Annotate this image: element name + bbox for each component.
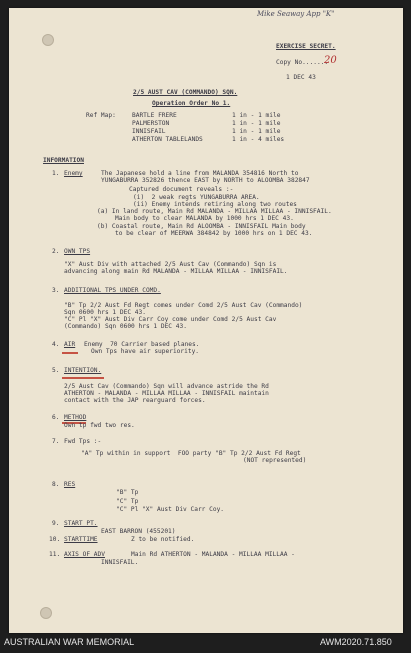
handwritten-annotation: Mike Seaway App "K" <box>257 10 335 18</box>
additional-tps-line: "C" Pl "X" Aust Div Carr Coy come under Comd 2/5 Aust Cav <box>64 316 277 323</box>
para-number: 11. <box>49 551 61 558</box>
air-heading: AIR <box>64 341 76 348</box>
additional-tps-heading: ADDITIONAL TPS UNDER COMD. <box>64 287 161 294</box>
air-line: Enemy 70 Carrier based planes. <box>84 341 200 348</box>
handwritten-copy-number: 20 <box>324 55 337 66</box>
para-number: 6. <box>52 414 60 421</box>
own-tps-line: "X" Aust Div with attached 2/5 Aust Cav (Commando) Sqn is <box>64 261 277 268</box>
classification: EXERCISE SECRET. <box>276 43 336 50</box>
para-number: 3. <box>52 287 60 294</box>
map-scale: 1 in - 4 miles <box>232 136 285 143</box>
enemy-line: YUNGABURRA 352826 thence EAST by NORTH to ALOOMBA 382847 <box>101 177 310 184</box>
map-name: INNISFAIL <box>132 128 166 135</box>
axis-line: INNISFAIL. <box>101 559 139 566</box>
punch-hole <box>42 34 54 46</box>
para-number: 1. <box>52 170 60 177</box>
punch-hole <box>40 607 52 619</box>
map-name: ATHERTON TABLELANDS <box>132 136 203 143</box>
intention-line: contact with the JAP rearguard forces. <box>64 397 206 404</box>
intention-line: 2/5 Aust Cav (Commando) Sqn will advance astride the Rd <box>64 383 269 390</box>
res-heading: RES <box>64 481 76 488</box>
para-number: 8. <box>52 481 60 488</box>
air-line: Own Tps have air superiority. <box>91 348 200 355</box>
order-title: Operation Order No 1. <box>152 100 231 107</box>
axis-line: Main Rd ATHERTON - MALANDA - MILLAA MILLAA - <box>131 551 295 558</box>
footer-catalogue-id: AWM2020.71.850 <box>320 637 392 647</box>
enemy-heading: Enemy <box>64 170 83 177</box>
enemy-line: Captured document reveals :- <box>129 186 234 193</box>
method-heading: METHOD <box>64 414 87 421</box>
additional-tps-line: (Commando) Sqn 0600 hrs 1 DEC 43. <box>64 323 187 330</box>
intention-line: ATHERTON - MALANDA - MILLAA MILLAA - INNISFAIL maintain <box>64 390 269 397</box>
copy-no: Copy No....... <box>276 59 329 66</box>
fwd-tps-heading: Fwd Tps :- <box>64 438 102 445</box>
map-scale: 1 in - 1 mile <box>232 120 281 127</box>
footer-attribution: AUSTRALIAN WAR MEMORIAL <box>4 637 135 647</box>
map-name: PALMERSTON <box>132 120 170 127</box>
enemy-line: (i) 2 weak regts YUNGABURRA AREA. <box>133 194 260 201</box>
res-line: "B" Tp <box>116 489 139 496</box>
para-number: 4. <box>52 341 60 348</box>
enemy-line: to be clear of MEERWA 384842 by 1000 hrs on 1 DEC 43. <box>115 230 313 237</box>
res-line: "C" Tp <box>116 498 139 505</box>
enemy-line: (a) In land route, Main Rd MALANDA - MILLAA MILLAA - INNISFAIL. <box>97 208 332 215</box>
para-number: 7. <box>52 438 60 445</box>
method-line: Own tp fwd two res. <box>64 422 135 429</box>
map-scale: 1 in - 1 mile <box>232 128 281 135</box>
para-number: 5. <box>52 367 60 374</box>
map-name: BARTLE FRERE <box>132 112 177 119</box>
map-scale: 1 in - 1 mile <box>232 112 281 119</box>
start-pt-value: EAST BARRON (455201) <box>101 528 176 535</box>
start-pt-heading: START PT. <box>64 520 98 527</box>
own-tps-heading: OWN TPS <box>64 248 91 255</box>
order-date: 1 DEC 43 <box>286 74 316 81</box>
own-tps-line: advancing along main Rd MALANDA - MILLAA MILLAA - INNISFAIL. <box>64 268 288 275</box>
para-number: 10. <box>49 536 61 543</box>
intention-heading: INTENTION. <box>64 367 102 374</box>
enemy-line: The Japanese hold a line from MALANDA 354816 North to <box>101 170 299 177</box>
information-heading: INFORMATION <box>43 157 84 164</box>
ref-map-label: Ref Map: <box>86 112 116 119</box>
enemy-line: (b) Coastal route, Main Rd ALOOMBA - INNISFAIL Main body <box>97 223 306 230</box>
fwd-tps-line: (NOT represented) <box>243 457 307 464</box>
additional-tps-line: "B" Tp 2/2 Aust Fd Regt comes under Comd 2/5 Aust Cav (Commando) <box>64 302 303 309</box>
para-number: 9. <box>52 520 60 527</box>
enemy-line: (ii) Enemy intends retiring along two routes <box>133 201 297 208</box>
axis-heading: AXIS OF ADV <box>64 551 105 558</box>
red-pencil-underline <box>62 377 104 379</box>
red-pencil-underline <box>62 352 78 354</box>
fwd-tps-line: "A" Tp within in support FOO party "B" Tp 2/2 Aust Fd Regt <box>81 450 301 457</box>
para-number: 2. <box>52 248 60 255</box>
unit-title: 2/5 AUST CAV (COMMANDO) SQN. <box>133 89 238 96</box>
additional-tps-line: Sqn 0600 hrs 1 DEC 43. <box>64 309 146 316</box>
res-line: "C" Pl "X" Aust Div Carr Coy. <box>116 506 225 513</box>
enemy-line: Main body to clear MALANDA by 1000 hrs 1 DEC 43. <box>115 215 294 222</box>
starttime-heading: STARTTIME <box>64 536 98 543</box>
document-page <box>9 8 403 633</box>
starttime-value: Z to be notified. <box>131 536 195 543</box>
